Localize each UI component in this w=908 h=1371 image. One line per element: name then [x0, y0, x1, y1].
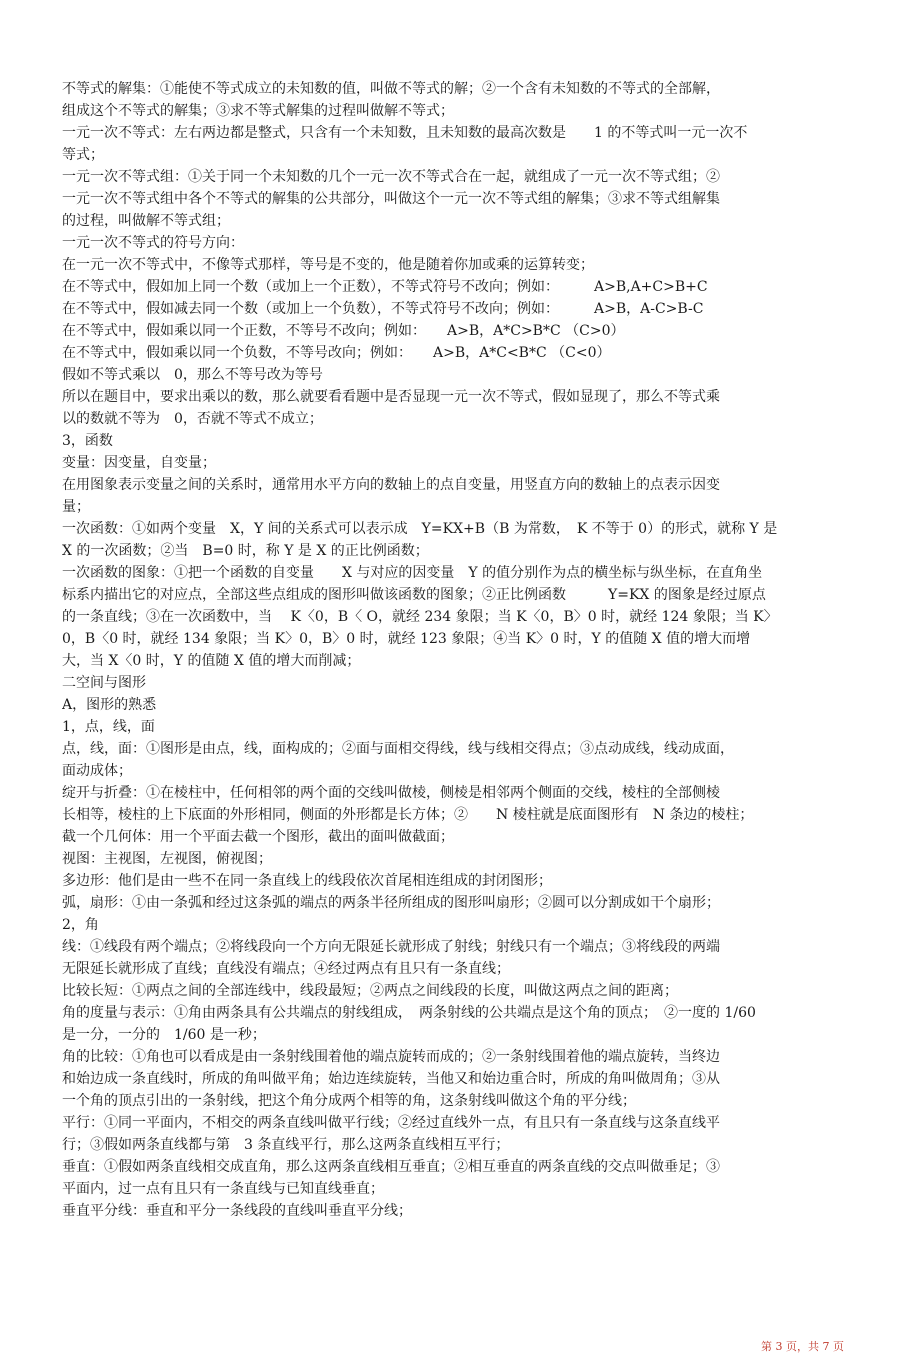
- text-line: 多边形：他们是由一些不在同一条直线上的线段依次首尾相连组成的封闭图形；: [62, 873, 552, 889]
- text-line: 所以在题目中，要求出乘以的数，那么就要看看题中是否显现一元一次不等式，假如显现了，那么不等式乘: [62, 389, 720, 405]
- text-line: 点，线，面：①图形是由点，线，面构成的；②面与面相交得线，线与线相交得点；③点动成线，线动成面，: [62, 741, 734, 757]
- text-line: 在不等式中，假如加上同一个数（或加上一个正数），不等式符号不改向；例如： A>B,A+C>B+C: [62, 279, 708, 295]
- text-line: 长相等，棱柱的上下底面的外形相同，侧面的外形都是长方体；② N 棱柱就是底面图形有 N 条边的棱柱；: [62, 807, 754, 823]
- text-line: 大，当 X〈0 时，Y 的值随 X 值的增大而削减；: [62, 653, 361, 669]
- text-line: 绽开与折叠：①在棱柱中，任何相邻的两个面的交线叫做棱，侧棱是相邻两个侧面的交线，棱柱的全部侧棱: [62, 785, 720, 801]
- text-line: 面动成体；: [62, 763, 132, 779]
- text-line: 在用图象表示变量之间的关系时，通常用水平方向的数轴上的点自变量，用竖直方向的数轴上的点表示因变: [62, 477, 720, 493]
- text-line: 线：①线段有两个端点；②将线段向一个方向无限延长就形成了射线；射线只有一个端点；③将线段的两端: [62, 939, 720, 955]
- text-line: 以的数就不等为 0，否就不等式不成立；: [62, 411, 323, 427]
- text-line: 标系内描出它的对应点，全部这些点组成的图形叫做该函数的图象；②正比例函数 Y=KX 的图象是经过原点: [62, 587, 766, 603]
- text-line: 的过程，叫做解不等式组；: [62, 213, 230, 229]
- text-line: 2，角: [62, 917, 99, 933]
- text-line: 是一分，一分的 1/60 是一秒；: [62, 1027, 266, 1043]
- text-line: 一元一次不等式组中各个不等式的解集的公共部分，叫做这个一元一次不等式组的解集；③求不等式组解集: [62, 191, 720, 207]
- text-line: 假如不等式乘以 0，那么不等号改为等号: [62, 367, 323, 383]
- text-line: 垂直：①假如两条直线相交成直角，那么这两条直线相互垂直；②相互垂直的两条直线的交点叫做垂足；③: [62, 1159, 720, 1175]
- document-body: [62, 78, 888, 1222]
- text-line: 量；: [62, 499, 90, 515]
- text-line: 3，函数: [62, 433, 113, 449]
- text-line: 组成这个不等式的解集；③求不等式解集的过程叫做解不等式；: [62, 103, 454, 119]
- text-line: 在不等式中，假如减去同一个数（或加上一个负数），不等式符号不改向；例如： A>B，A-C>B-C: [62, 301, 704, 317]
- text-line: 一次函数：①如两个变量 X，Y 间的关系式可以表示成 Y=KX+B（B 为常数， K 不等于 0）的形式，就称 Y 是: [62, 521, 778, 537]
- text-line: 角的度量与表示：①角由两条具有公共端点的射线组成， 两条射线的公共端点是这个角的顶点； ②一度的 1/60: [62, 1005, 756, 1021]
- text-line: 一个角的顶点引出的一条射线，把这个角分成两个相等的角，这条射线叫做这个角的平分线；: [62, 1093, 636, 1109]
- text-line: 在不等式中，假如乘以同一个正数，不等号不改向；例如： A>B，A*C>B*C （C>0）: [62, 323, 625, 339]
- text-line: 平行：①同一平面内，不相交的两条直线叫做平行线；②经过直线外一点，有且只有一条直线与这条直线平: [62, 1115, 720, 1131]
- text-line: 变量：因变量，自变量；: [62, 455, 216, 471]
- text-line: 平面内，过一点有且只有一条直线与已知直线垂直；: [62, 1181, 384, 1197]
- text-line: 和始边成一条直线时，所成的角叫做平角；始边连续旋转，当他又和始边重合时，所成的角叫做周角；③从: [62, 1071, 720, 1087]
- text-line: 行；③假如两条直线都与第 3 条直线平行，那么这两条直线相互平行；: [62, 1137, 510, 1153]
- text-line: 在一元一次不等式中，不像等式那样，等号是不变的，他是随着你加或乘的运算转变；: [62, 257, 594, 273]
- text-line: 一元一次不等式：左右两边都是整式，只含有一个未知数，且未知数的最高次数是 1 的不等式叫一元一次不: [62, 125, 748, 141]
- text-line: 角的比较：①角也可以看成是由一条射线围着他的端点旋转而成的；②一条射线围着他的端点旋转，当终边: [62, 1049, 720, 1065]
- text-line: 一元一次不等式的符号方向：: [62, 235, 244, 251]
- text-line: 等式；: [62, 147, 104, 163]
- text-line: 无限延长就形成了直线；直线没有端点；④经过两点有且只有一条直线；: [62, 961, 510, 977]
- text-line: 不等式的解集：①能使不等式成立的未知数的值，叫做不等式的解；②一个含有未知数的不等式的全部解，: [62, 81, 720, 97]
- text-line: 二空间与图形: [62, 675, 146, 691]
- text-line: 弧，扇形：①由一条弧和经过这条弧的端点的两条半径所组成的图形叫扇形；②圆可以分割成如干个扇形；: [62, 895, 720, 911]
- text-line: 1，点，线，面: [62, 719, 155, 735]
- text-line: 的一条直线；③在一次函数中，当 K〈0，B〈 O，就经 234 象限；当 K〈0，B〉0 时，就经 124 象限；当 K〉: [62, 609, 778, 625]
- page-number: 第 3 页，共 7 页: [761, 1340, 844, 1353]
- text-line: 一次函数的图象：①把一个函数的自变量 X 与对应的因变量 Y 的值分别作为点的横坐标与纵坐标，在直角坐: [62, 565, 763, 581]
- text-line: X 的一次函数；②当 B=0 时，称 Y 是 X 的正比例函数；: [62, 543, 429, 559]
- text-line: 一元一次不等式组：①关于同一个未知数的几个一元一次不等式合在一起，就组成了一元一次不等式组；②: [62, 169, 720, 185]
- text-line: 截一个几何体：用一个平面去截一个图形，截出的面叫做截面；: [62, 829, 454, 845]
- text-line: 垂直平分线：垂直和平分一条线段的直线叫垂直平分线；: [62, 1203, 412, 1219]
- text-line: 比较长短：①两点之间的全部连线中，线段最短；②两点之间线段的长度，叫做这两点之间的距离；: [62, 983, 678, 999]
- text-line: 在不等式中，假如乘以同一个负数，不等号改向；例如： A>B，A*C<B*C （C<0）: [62, 345, 611, 361]
- text-line: 视图：主视图，左视图，俯视图；: [62, 851, 272, 867]
- text-line: A，图形的熟悉: [62, 697, 157, 713]
- text-line: 0，B〈0 时，就经 134 象限；当 K〉0，B〉0 时，就经 123 象限；④当 K〉0 时，Y 的值随 X 值的增大而增: [62, 631, 751, 647]
